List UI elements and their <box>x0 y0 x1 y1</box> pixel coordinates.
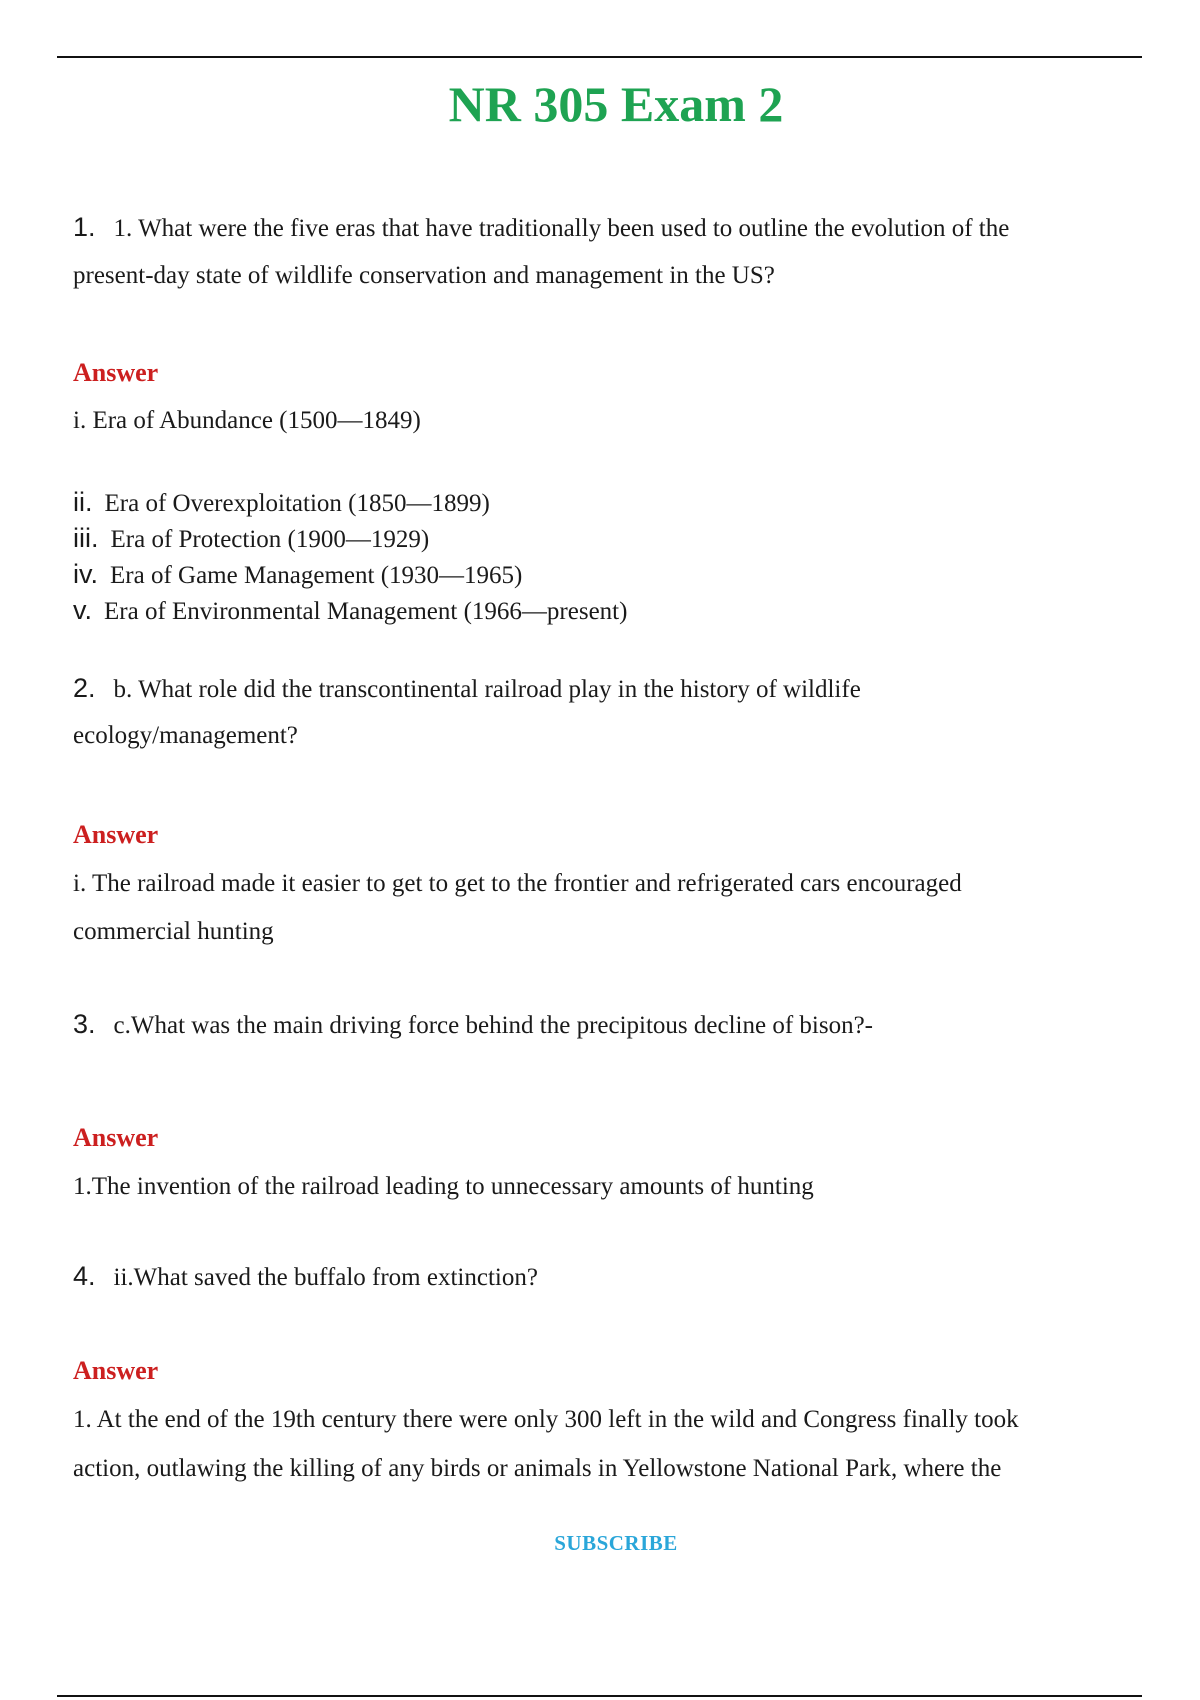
list-marker: v. <box>73 595 92 625</box>
question-text-line: b. What role did the transcontinental railroad play in the history of wildlife <box>113 676 861 703</box>
answer-list-item <box>73 484 490 522</box>
list-marker: iv. <box>73 559 98 589</box>
answer-label: Answer <box>73 1356 159 1385</box>
list-marker: iii. <box>73 523 99 553</box>
question-text-line: present-day state of wildlife conservation and management in the US? <box>73 262 775 289</box>
question-text-line: ii.What saved the buffalo from extinction? <box>113 1264 538 1291</box>
list-marker: ii. <box>73 487 93 517</box>
question-number: 3. <box>73 1009 96 1039</box>
answer-list-item <box>73 592 627 630</box>
answer-text-line: action, outlawing the killing of any birds or animals in Yellowstone National Park, where the <box>73 1455 1002 1482</box>
question-number: 1. <box>73 212 96 242</box>
list-item-text: Era of Overexploitation (1850—1899) <box>104 490 490 517</box>
question-number: 4. <box>73 1261 96 1291</box>
answer-text-line: commercial hunting <box>73 918 274 945</box>
question-1 <box>73 203 1009 253</box>
bottom-rule <box>57 1695 1142 1697</box>
list-item-text: Era of Protection (1900—1929) <box>110 526 430 553</box>
answer-text-line: 1.The invention of the railroad leading to unnecessary amounts of hunting <box>73 1173 814 1200</box>
answer-text-line: i. Era of Abundance (1500—1849) <box>73 407 421 434</box>
question-3 <box>73 1000 873 1050</box>
answer-label: Answer <box>73 820 159 849</box>
document-title: NR 305 Exam 2 <box>448 76 784 132</box>
question-text-line: c.What was the main driving force behind the precipitous decline of bison?- <box>113 1012 874 1039</box>
answer-label: Answer <box>73 358 159 387</box>
question-2 <box>73 664 861 714</box>
answer-label: Answer <box>73 1123 159 1152</box>
top-rule <box>57 56 1142 58</box>
question-number: 2. <box>73 673 96 703</box>
subscribe-link[interactable]: SUBSCRIBE <box>554 1531 678 1555</box>
answer-list-item <box>73 520 429 558</box>
answer-list-item <box>73 556 522 594</box>
list-item-text: Era of Environmental Management (1966—present) <box>104 598 628 625</box>
question-text-line: ecology/management? <box>73 722 298 749</box>
answer-text-line: i. The railroad made it easier to get to get to the frontier and refrigerated cars encouraged <box>73 870 962 897</box>
answer-text-line: 1. At the end of the 19th century there were only 300 left in the wild and Congress finally took <box>73 1406 1019 1433</box>
question-4 <box>73 1252 538 1302</box>
list-item-text: Era of Game Management (1930—1965) <box>110 562 523 589</box>
question-text-line: 1. What were the five eras that have traditionally been used to outline the evolution of the <box>113 215 1010 242</box>
